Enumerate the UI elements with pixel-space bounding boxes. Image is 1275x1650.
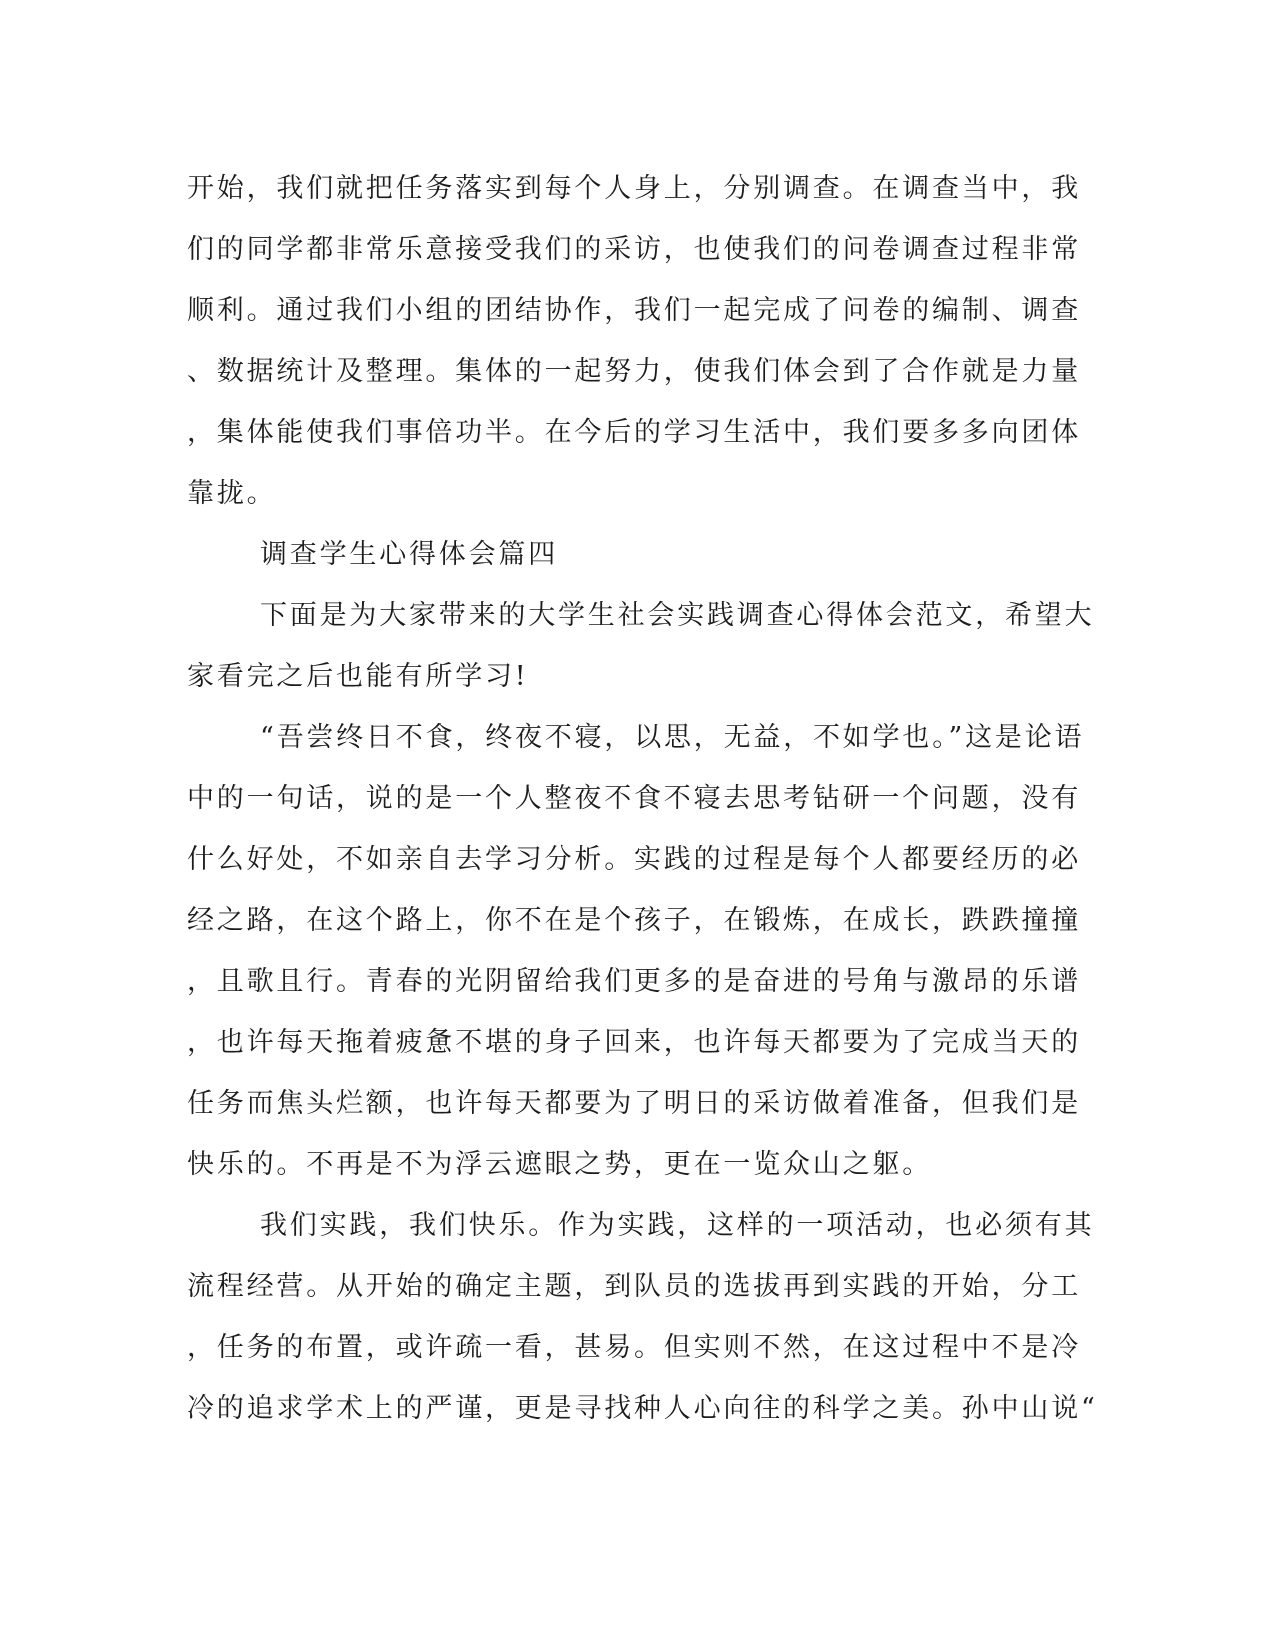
text-line: ，任务的布置，或许疏一看，甚易。但实则不然，在这过程中不是冷 — [187, 1332, 1081, 1363]
text-line: 们的同学都非常乐意接受我们的采访，也使我们的问卷调查过程非常 — [187, 234, 1081, 265]
text-line: 家看完之后也能有所学习! — [187, 661, 529, 692]
text-line: 顺利。通过我们小组的团结协作，我们一起完成了问卷的编制、调查 — [187, 295, 1081, 326]
text-line: 流程经营。从开始的确定主题，到队员的选拔再到实践的开始，分工 — [187, 1271, 1081, 1302]
text-line: 经之路，在这个路上，你不在是个孩子，在锻炼，在成长，跌跌撞撞 — [187, 905, 1081, 936]
text-line: ，且歌且行。青春的光阴留给我们更多的是奋进的号角与激昂的乐谱 — [187, 966, 1081, 997]
section-heading: 调查学生心得体会篇四 — [260, 539, 558, 570]
body-text — [187, 158, 1098, 1439]
text-line: ，集体能使我们事倍功半。在今后的学习生活中，我们要多多向团体 — [187, 417, 1081, 448]
text-line: 我们实践，我们快乐。作为实践，这样的一项活动，也必须有其 — [260, 1210, 1095, 1241]
text-line: “吾尝终日不食，终夜不寝，以思，无益，不如学也。”这是论语 — [260, 722, 1085, 753]
text-line: 什么好处，不如亲自去学习分析。实践的过程是每个人都要经历的必 — [187, 844, 1081, 875]
text-line: 开始，我们就把任务落实到每个人身上，分别调查。在调查当中，我 — [187, 173, 1081, 204]
text-line: ，也许每天拖着疲惫不堪的身子回来，也许每天都要为了完成当天的 — [187, 1027, 1081, 1058]
text-line: 靠拢。 — [187, 478, 277, 509]
text-line: 快乐的。不再是不为浮云遮眼之势，更在一览众山之躯。 — [187, 1149, 932, 1180]
text-line: 冷的追求学术上的严谨，更是寻找种人心向往的科学之美。孙中山说“ — [187, 1393, 1098, 1424]
text-line: 中的一句话，说的是一个人整夜不食不寝去思考钻研一个问题，没有 — [187, 783, 1081, 814]
text-line: 下面是为大家带来的大学生社会实践调查心得体会范文，希望大 — [260, 600, 1095, 631]
text-line: 任务而焦头烂额，也许每天都要为了明日的采访做着准备，但我们是 — [187, 1088, 1081, 1119]
text-line: 、数据统计及整理。集体的一起努力，使我们体会到了合作就是力量 — [187, 356, 1081, 387]
